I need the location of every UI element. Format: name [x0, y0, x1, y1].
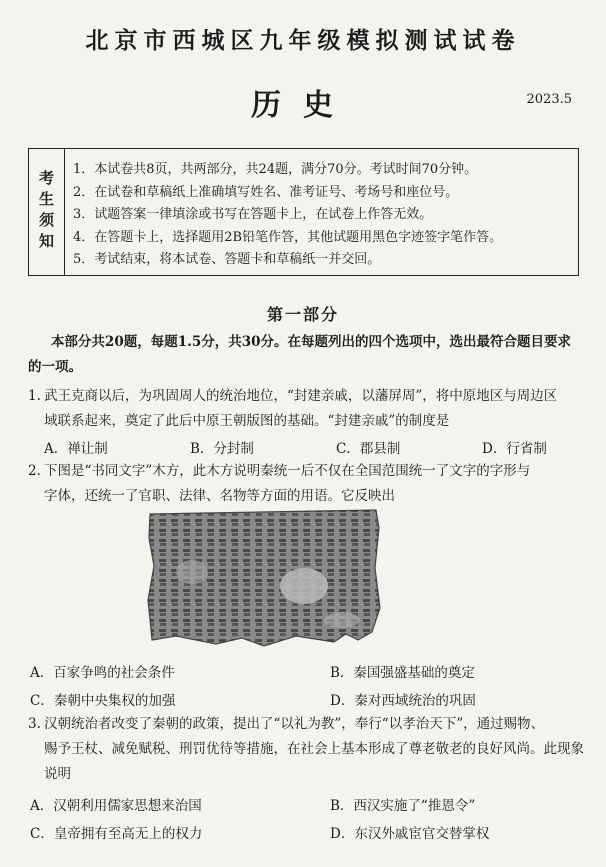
question-text: 域联系起来，奠定了此后中原王朝版图的基础。“封建亲戚”的制度是	[44, 413, 450, 429]
notice-item: 2．在试卷和草稿纸上准确填写姓名、准考证号、考场号和座位号。	[73, 184, 459, 200]
question-2-stem	[16, 459, 588, 509]
question-number: 3.	[28, 716, 41, 732]
question-1-option-a[interactable]: A．禅让制	[44, 441, 108, 457]
question-text: 字体，还统一了官职、法律、名物等方面的用语。它反映出	[44, 488, 395, 504]
question-2-option-b[interactable]: B．秦国强盛基础的奠定	[330, 665, 475, 681]
question-3-option-d[interactable]: D．东汉外戚宦官交替掌权	[330, 826, 490, 842]
question-text: 汉朝统治者改变了秦朝的政策，提出了“以礼为教”，奉行“以孝治天下”，通过赐物、	[44, 716, 545, 732]
question-3-option-c[interactable]: C．皇帝拥有至高无上的权力	[30, 826, 203, 842]
part-intro: 本部分共20题，每题1.5分，共30分。在每题列出的四个选项中，选出最符合题目要求的一项。	[28, 334, 571, 375]
question-text: 赐予王杖、减免赋税、刑罚优待等措施，在社会上基本形成了尊老敬老的良好风尚。此现象说明	[44, 741, 584, 782]
wooden-tablet-image	[146, 508, 382, 648]
exam-title: 北京市西城区九年级模拟测试试卷	[85, 27, 521, 54]
question-text: 下图是“书同文字”木方，此木方说明秦统一后不仅在全国范围统一了文字的字形与	[44, 463, 531, 479]
notice-item: 1．本试卷共8页，共两部分，共24题，满分70分。考试时间70分钟。	[73, 162, 478, 177]
notice-item: 5．考试结束，将本试卷、答题卡和草稿纸一并交回。	[73, 252, 381, 267]
notice-item: 3．试题答案一律填涂或书写在答题卡上，在试卷上作答无效。	[73, 207, 433, 222]
candidate-notice-box	[28, 148, 579, 276]
question-2-option-d[interactable]: D．秦对西域统治的巩固	[330, 693, 476, 709]
part-title: 第一部分	[266, 305, 339, 324]
question-1-option-d[interactable]: D．行省制	[482, 441, 547, 457]
question-1-option-b[interactable]: B．分封制	[190, 441, 254, 457]
question-text: 武王克商以后，为巩固周人的统治地位，“封建亲戚，以藩屏周”，将中原地区与周边区	[44, 388, 558, 404]
question-number: 2.	[28, 463, 41, 479]
question-2-option-c[interactable]: C．秦朝中央集权的加强	[30, 693, 176, 709]
notice-label-text: 考生须知	[37, 170, 55, 254]
question-1-stem	[16, 384, 588, 434]
exam-date: 2023.5	[526, 92, 572, 107]
question-3-option-b[interactable]: B．西汉实施了“推恩令”	[330, 798, 476, 814]
notice-label	[29, 149, 65, 275]
question-2-option-a[interactable]: A．百家争鸣的社会条件	[30, 665, 175, 681]
question-1-option-c[interactable]: C．郡县制	[336, 441, 401, 457]
question-3-option-a[interactable]: A．汉朝利用儒家思想来治国	[30, 798, 202, 814]
question-number: 1.	[28, 388, 41, 404]
subject-title: 历史	[251, 88, 355, 123]
notice-list	[73, 159, 502, 272]
question-3-stem	[16, 712, 588, 787]
notice-item: 4．在答题卡上，选择题用2B铅笔作答，其他试题用黑色字迹签字笔作答。	[73, 229, 503, 245]
